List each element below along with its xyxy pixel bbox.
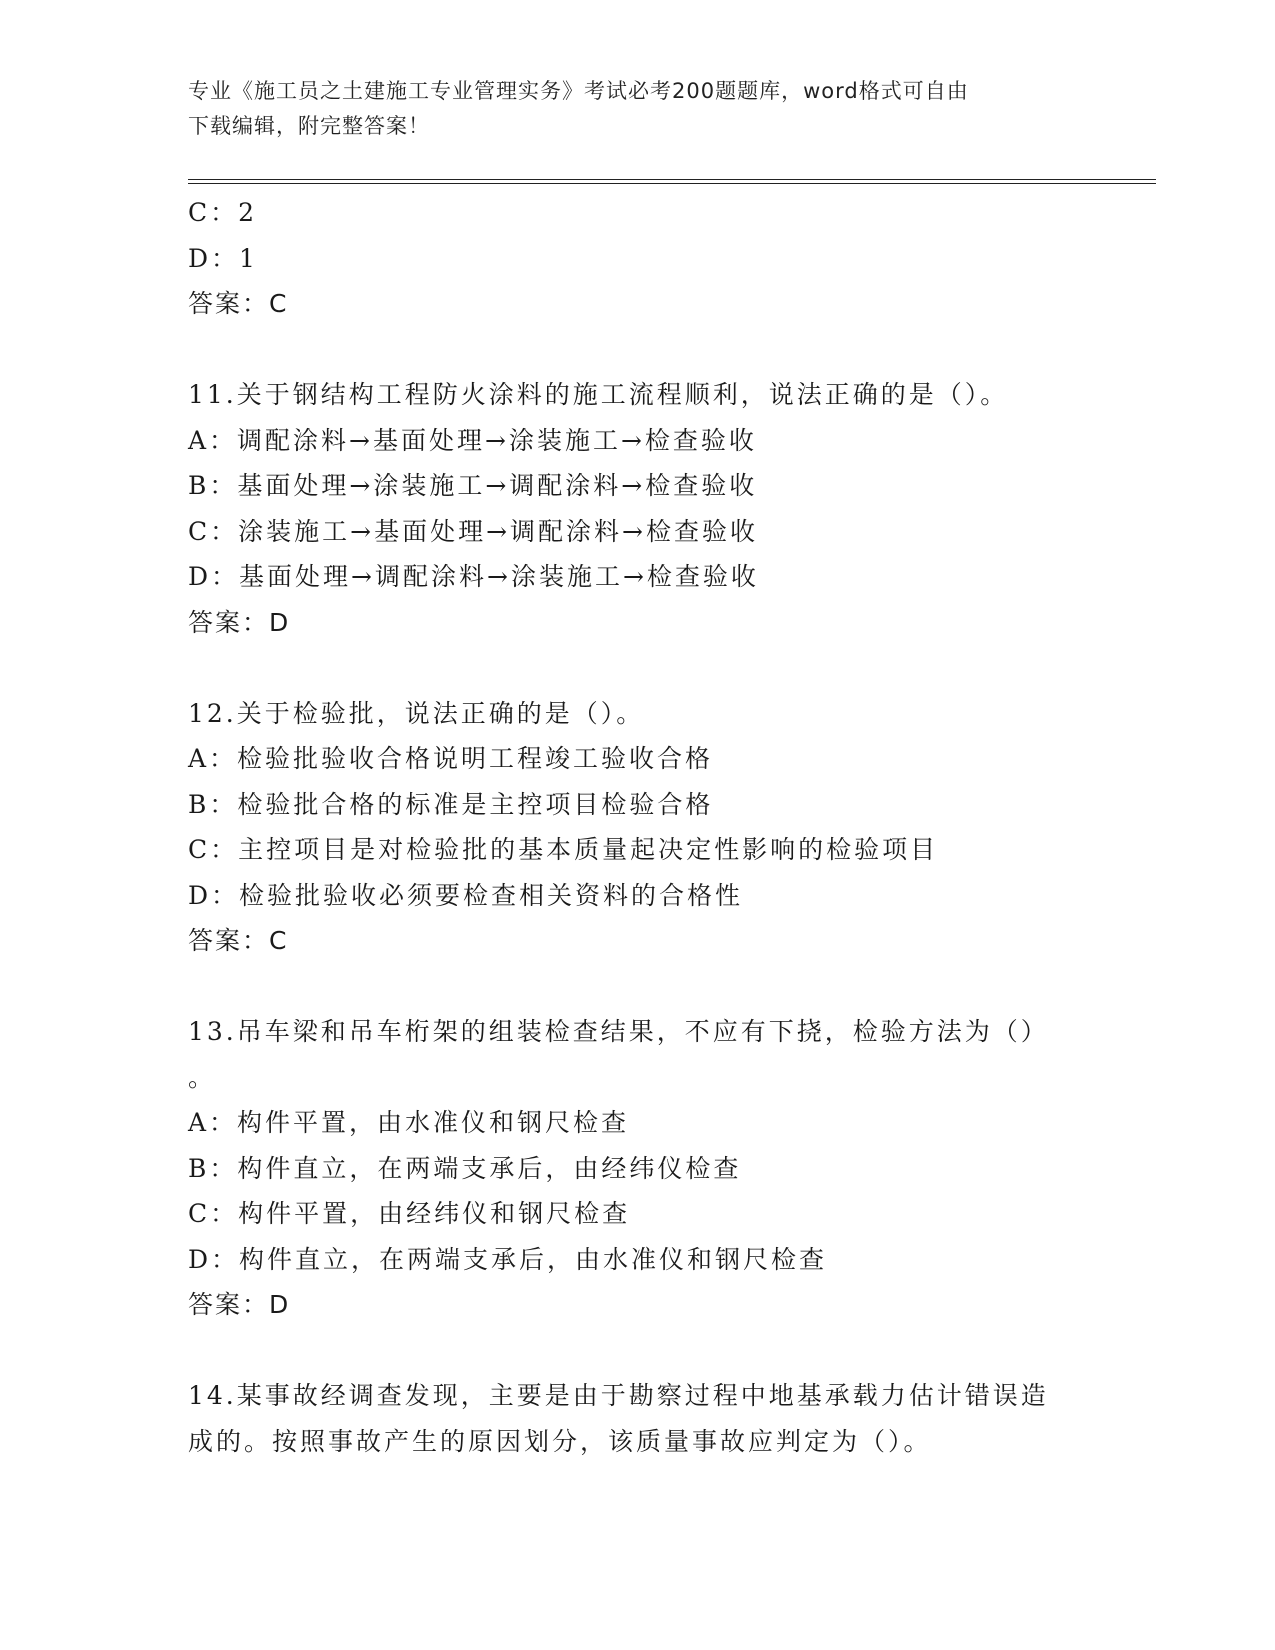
q14-stem: 14.某事故经调查发现，主要是由于勘察过程中地基承载力估计错误造 [188,1381,1049,1410]
q14-stem-continued: 成的。按照事故产生的原因划分，该质量事故应判定为（）。 [188,1426,932,1456]
header-rule-bottom [188,183,1156,184]
q13-option-b: B：构件直立，在两端支承后，由经纬仪检查 [188,1153,742,1183]
q11-stem: 11.关于钢结构工程防火涂料的施工流程顺利，说法正确的是（）。 [188,380,1009,409]
q12-option-c: C：主控项目是对检验批的基本质量起决定性影响的检验项目 [188,835,939,864]
document-body [188,190,1088,1464]
prev-option-d: D：1 [188,243,258,273]
page-header [188,74,1088,144]
q13-option-a: A：构件平置，由水准仪和钢尺检查 [188,1108,630,1137]
q13-stem-continued: 。 [188,1062,214,1092]
q11-option-a: A：调配涂料→基面处理→涂装施工→检查验收 [188,425,757,455]
q12-option-d: D：检验批验收必须要检查相关资料的合格性 [188,880,744,910]
q12-option-b: B：检验批合格的标准是主控项目检验合格 [188,789,714,819]
q11-option-d: D：基面处理→调配涂料→涂装施工→检查验收 [188,562,759,591]
q12-stem: 12.关于检验批，说法正确的是（）。 [188,698,645,728]
q11-option-b: B：基面处理→涂装施工→调配涂料→检查验收 [188,471,758,500]
header-line-2: 下载编辑，附完整答案！ [188,114,430,138]
prev-answer: 答案：C [188,289,289,318]
prev-option-c: C：2 [188,198,258,227]
q11-answer: 答案：D [188,607,291,637]
q13-option-c: C：构件平置，由经纬仪和钢尺检查 [188,1199,631,1228]
header-rule-top [188,179,1156,180]
q13-stem: 13.吊车梁和吊车桁架的组装检查结果，不应有下挠，检验方法为（） [188,1017,1049,1046]
header-line-1: 专业《施工员之土建施工专业管理实务》考试必考200题题库，word格式可自由 [188,79,969,103]
q11-option-c: C：涂装施工→基面处理→调配涂料→检查验收 [188,516,758,546]
q13-answer: 答案：D [188,1290,291,1319]
q12-option-a: A：检验批验收合格说明工程竣工验收合格 [188,744,714,773]
q12-answer: 答案：C [188,926,289,955]
q13-option-d: D：构件直立，在两端支承后，由水准仪和钢尺检查 [188,1244,828,1274]
